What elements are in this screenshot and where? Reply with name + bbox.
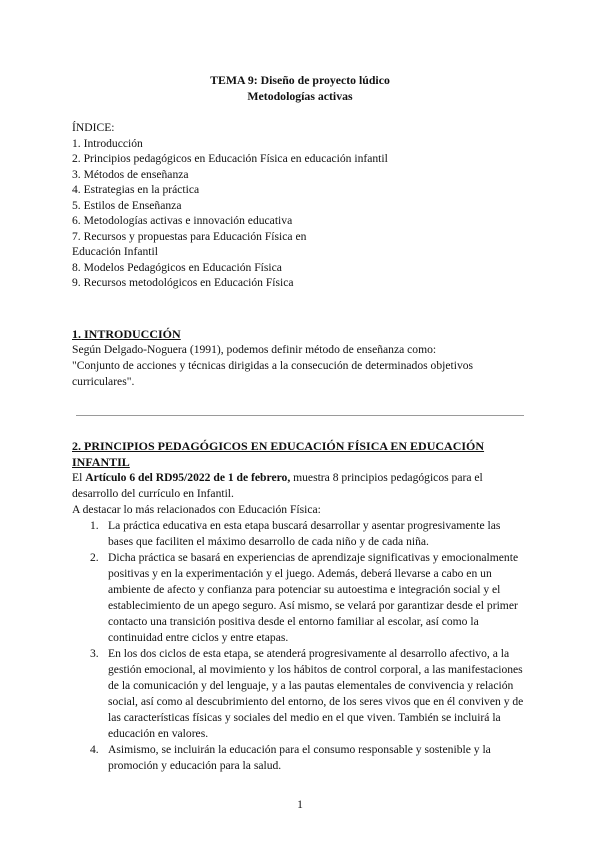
- section-principios: [72, 438, 528, 774]
- intro-prefix: El: [72, 471, 86, 484]
- section-heading: 1. INTRODUCCIÓN: [72, 327, 181, 341]
- legal-reference: Artículo 6 del RD95/2022 de 1 de febrero,: [85, 471, 291, 484]
- section-heading: 2. PRINCIPIOS PEDAGÓGICOS EN EDUCACIÓN FÍSICA EN EDUCACIÓN INFANTIL: [72, 439, 485, 469]
- list-item: [72, 550, 528, 646]
- list-item: [72, 646, 528, 742]
- index-item: 6. Metodologías activas e innovación educativa: [72, 214, 293, 227]
- index-item: 2. Principios pedagógicos en Educación Física en educación infantil: [72, 152, 388, 165]
- list-number: 1.: [90, 519, 99, 532]
- index-item: 4. Estrategias en la práctica: [72, 183, 200, 196]
- list-number: 3.: [90, 647, 99, 660]
- intro-paragraph: [72, 470, 528, 502]
- list-number: 2.: [90, 551, 99, 564]
- index-item: 3. Métodos de enseñanza: [72, 167, 189, 181]
- title-line-1: TEMA 9: Diseño de proyecto lúdico: [210, 73, 390, 87]
- table-of-contents: [72, 120, 532, 291]
- principles-list: [72, 518, 528, 774]
- list-text: La práctica educativa en esta etapa buscará desarrollar y asentar progresivamente las bases que faciliten el máximo desarrollo de cada niño y de cada niña.: [108, 519, 501, 548]
- list-number: 4.: [90, 743, 99, 756]
- page-number: 1: [297, 798, 303, 811]
- definition-quote: "Conjunto de acciones y técnicas dirigidas a la consecución de determinados objetivos curriculares".: [72, 359, 474, 388]
- title-line-2: Metodologías activas: [247, 89, 353, 103]
- list-item: [72, 742, 528, 774]
- index-item: 9. Recursos metodológicos en Educación Física: [72, 276, 294, 289]
- list-item: [72, 518, 528, 550]
- list-text: En los dos ciclos de esta etapa, se atenderá progresivamente al desarrollo afectivo, a la gestión emocional, al movimiento y los hábitos de control corporal, a las manifestaciones de la comunicación y del lenguaje, y a las pautas elementales de convivencia y relación social, así como al descubrimiento del entorno, de los seres vivos que en él conviven y de las características físicas y sociales del medio en el que viven. También se incluirá la educación en valores.: [108, 647, 524, 740]
- list-text: Asimismo, se incluirán la educación para el consumo responsable y sostenible y la promoción y educación para la salud.: [108, 743, 491, 772]
- index-item: 1. Introducción: [72, 136, 143, 150]
- index-item: Educación Infantil: [72, 245, 158, 258]
- index-item: 8. Modelos Pedagógicos en Educación Física: [72, 260, 282, 274]
- index-label: ÍNDICE:: [72, 121, 115, 134]
- intro-rest: muestra 8 principios pedagógicos para el desarrollo del currículo en Infantil.: [72, 471, 483, 500]
- horizontal-divider: [76, 415, 524, 416]
- section-introduccion: [72, 326, 528, 390]
- list-text: Dicha práctica se basará en experiencias de aprendizaje significativas y emocionalmente positivas y en la experimentación y el juego. Además, deberá llevarse a cabo en un ambiente de afecto y confianza para potenciar su autoestima e integración social y el establecimiento de un apego seguro. Así mismo, se velará por garantizar desde el primer contacto una transición positiva desde el entorno familiar al escolar, así como la continuidad entre ciclos y entre etapas.: [108, 551, 519, 644]
- highlight-line: A destacar lo más relacionados con Educación Física:: [72, 503, 321, 516]
- index-item: 5. Estilos de Enseñanza: [72, 198, 182, 212]
- document-title: [0, 72, 600, 104]
- paragraph: Según Delgado-Noguera (1991), podemos definir método de enseñanza como:: [72, 343, 437, 356]
- index-item: 7. Recursos y propuestas para Educación Física en: [72, 229, 307, 243]
